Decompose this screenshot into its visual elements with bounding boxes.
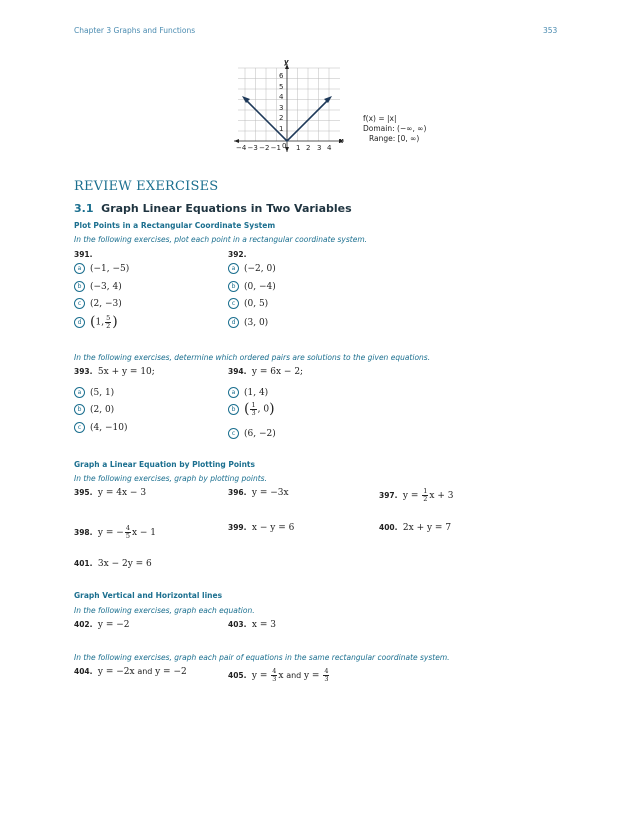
x-tick-4: 4 — [327, 144, 332, 152]
exercise-404: 404. y = −2x and y = −2 — [74, 667, 187, 677]
exercise-397: 397. y = $\frac{1}{2}$ x + 3 — [379, 487, 454, 503]
subheading-plotting-points: Graph a Linear Equation by Plotting Points — [74, 460, 255, 469]
ex394-option-c: c (6, −2) — [228, 428, 276, 439]
exercise-398: 398. y = − $\frac{4}{5}$ x − 1 — [74, 524, 157, 540]
ex392-option-a: a (−2, 0) — [228, 263, 276, 274]
page-number: 353 — [543, 26, 558, 35]
section-title — [74, 202, 352, 215]
instruction-ordered-pairs: In the following exercises, determine which ordered pairs are solutions to the given equations. — [74, 353, 431, 362]
subheading-plot-points: Plot Points in a Rectangular Coordinate System — [74, 221, 276, 230]
range-label: Range: [0, ∞) — [369, 134, 420, 143]
section-number: 3.1 — [74, 202, 94, 215]
y-tick-5: 5 — [279, 83, 284, 91]
y-axis-label: y — [284, 58, 289, 66]
subheading-vertical-horizontal: Graph Vertical and Horizontal lines — [74, 591, 223, 600]
ex394-option-a: a (1, 4) — [228, 387, 268, 398]
ex392-option-b: b (0, −4) — [228, 281, 276, 292]
instruction-graph-pairs: In the following exercises, graph each pair of equations in the same rectangular coordinate system. — [74, 653, 450, 662]
ex393-option-b: b (2, 0) — [74, 404, 114, 415]
ex392-option-c: c (0, 5) — [228, 298, 268, 309]
exercise-401: 401. 3x − 2y = 6 — [74, 559, 152, 569]
section-name: Graph Linear Equations in Two Variables — [101, 202, 352, 215]
ex393-option-c: c (4, −10) — [74, 422, 127, 433]
absolute-value-graph — [228, 56, 350, 156]
ex391-option-a: a (−1, −5) — [74, 263, 129, 274]
exercise-403: 403. x = 3 — [228, 620, 276, 630]
instruction-plotting-points: In the following exercises, graph by plotting points. — [74, 474, 267, 483]
exercise-402: 402. y = −2 — [74, 620, 130, 630]
instruction-graph-equation: In the following exercises, graph each equation. — [74, 606, 255, 615]
y-tick-2: 2 — [279, 114, 284, 122]
y-tick-6: 6 — [279, 72, 284, 80]
graph-grid — [238, 68, 340, 141]
exercise-393: 393. 5x + y = 10; — [74, 367, 155, 377]
instruction-plot-points: In the following exercises, plot each point in a rectangular coordinate system. — [74, 235, 368, 244]
exercise-400: 400. 2x + y = 7 — [379, 523, 452, 533]
ex394-option-b: b ( $\frac{1}{3}$ , 0) — [228, 401, 275, 417]
ex391-option-b: b (−3, 4) — [74, 281, 122, 292]
ex391-option-c: c (2, −3) — [74, 298, 122, 309]
running-header-chapter: Chapter 3 Graphs and Functions — [74, 26, 196, 35]
exercise-392: 392. — [228, 250, 247, 259]
x-tick-3: 3 — [317, 144, 322, 152]
ex392-option-d: d (3, 0) — [228, 317, 268, 328]
x-tick-1: 1 — [296, 144, 301, 152]
y-tick-4: 4 — [279, 93, 284, 101]
ex393-option-a: a (5, 1) — [74, 387, 114, 398]
review-exercises-title: REVIEW EXERCISES — [74, 179, 219, 194]
x-axis-label: x — [339, 137, 344, 145]
exercise-405: 405. y = $\frac{4}{3}$ x and y = $\frac{4}{3}$ — [228, 667, 329, 683]
x-ticks-negative: −4 −3 −2 −1 — [236, 144, 281, 152]
exercise-394: 394. y = 6x − 2; — [228, 367, 304, 377]
exercise-395: 395. y = 4x − 3 — [74, 488, 147, 498]
function-label: f(x) = |x| — [363, 114, 397, 123]
y-tick-1: 1 — [279, 125, 284, 133]
domain-label: Domain: (−∞, ∞) — [363, 124, 427, 133]
x-tick-2: 2 — [306, 144, 311, 152]
exercise-399: 399. x − y = 6 — [228, 523, 295, 533]
origin-label: 0 — [282, 142, 287, 150]
y-tick-3: 3 — [279, 104, 284, 112]
exercise-396: 396. y = −3x — [228, 488, 289, 498]
exercise-391: 391. — [74, 250, 93, 259]
ex391-option-d: d (1, $\frac{5}{2}$ ) — [74, 314, 118, 330]
